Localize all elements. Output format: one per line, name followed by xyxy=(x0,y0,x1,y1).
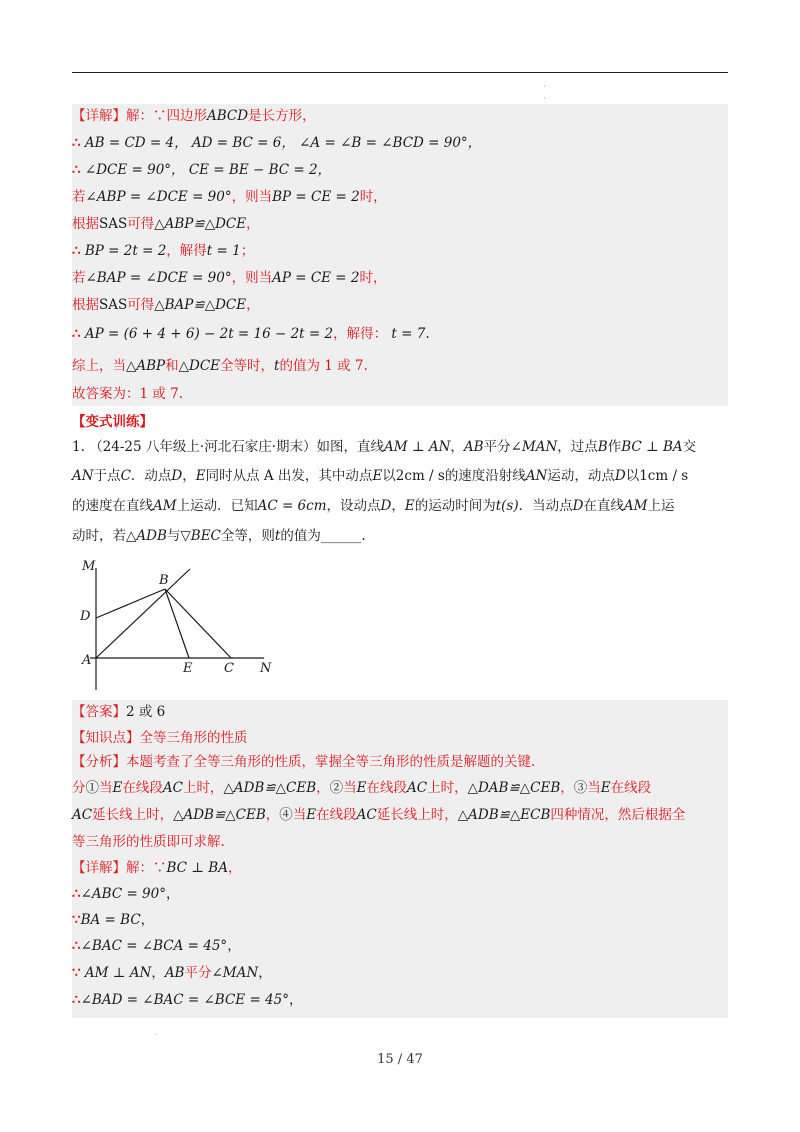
text: 在线段 xyxy=(610,780,652,796)
math: BP = CE = 2 xyxy=(272,189,360,205)
math: AC xyxy=(72,807,93,823)
solution-line-7 xyxy=(72,268,728,288)
answer-blank: ______ xyxy=(320,528,362,544)
circle-num: ② xyxy=(329,780,344,796)
text: 可得 xyxy=(127,297,155,313)
label-b: B xyxy=(159,573,169,588)
answer-tag: 【答案】 xyxy=(72,704,126,720)
text: ，解得： xyxy=(333,326,388,342)
knowledge-value: 全等三角形的性质 xyxy=(139,730,248,746)
detail-line-2 xyxy=(72,884,728,904)
math: △ADB≌△CEB xyxy=(173,807,266,823)
text: 根据 xyxy=(72,216,99,232)
text: 在线段 xyxy=(316,807,357,823)
math: △ADB xyxy=(126,528,167,544)
math: ABCD xyxy=(207,108,249,124)
header-dot-2: · xyxy=(543,94,546,103)
label-e: E xyxy=(183,661,193,676)
math: BC ⊥ BA xyxy=(621,439,683,455)
text: ．动点 xyxy=(130,468,172,484)
math: D xyxy=(614,468,626,484)
problem-line-1 xyxy=(72,437,728,457)
math: E xyxy=(404,498,415,514)
math: △ABP xyxy=(126,358,166,374)
label-c: C xyxy=(224,661,234,676)
text: 上时， xyxy=(182,780,224,796)
text: ，设动点 xyxy=(326,498,381,514)
solution-line-10 xyxy=(72,356,728,376)
circle-num: ④ xyxy=(279,807,293,823)
text: . xyxy=(361,528,366,544)
math: AP = CE = 2 xyxy=(272,270,360,286)
math: AM xyxy=(153,498,177,514)
text: 是长方形， xyxy=(248,108,316,124)
math: △DCE xyxy=(178,358,221,374)
sas-label: SAS xyxy=(99,216,128,232)
section-title-text: 【变式训练】 xyxy=(72,414,153,430)
therefore-symbol: ∴ xyxy=(72,326,81,342)
circle-num: ① xyxy=(85,780,99,796)
math: ∠BAC = ∠BCA = 45° xyxy=(80,938,228,954)
page-current: 15 xyxy=(377,1052,394,1067)
text: 的值为 xyxy=(280,528,321,544)
analysis-line xyxy=(72,752,728,772)
text: ， xyxy=(227,860,242,876)
text: ， xyxy=(182,468,196,484)
header-dot: · xyxy=(543,82,546,91)
detail-line-6 xyxy=(72,990,728,1010)
text: 延长线上时， xyxy=(376,807,458,823)
math: △ADB≌△CEB xyxy=(223,780,317,796)
math: E xyxy=(195,468,206,484)
math: AB xyxy=(164,965,185,981)
math: AM xyxy=(623,498,648,514)
text: ， xyxy=(289,992,303,1008)
math: ∠BAD = ∠BAC = ∠BCE = 45° xyxy=(80,992,289,1008)
segment-db xyxy=(96,589,165,618)
solution-line-1 xyxy=(72,106,728,126)
because-symbol: ∵ xyxy=(72,965,81,981)
math: 2cm / s xyxy=(395,468,445,484)
text: ，则当 xyxy=(231,189,273,205)
math: ∠MAN xyxy=(211,965,259,981)
knowledge-line xyxy=(72,728,728,748)
problem-line-2 xyxy=(72,466,728,486)
text: 运动，动点 xyxy=(547,468,615,484)
text: 综上，当 xyxy=(72,358,126,374)
math: AM ⊥ AN xyxy=(84,965,152,981)
section-title xyxy=(72,412,728,432)
text: 上运动．已知 xyxy=(176,498,258,514)
solution-line-8 xyxy=(72,295,728,315)
text: ．当动点 xyxy=(518,498,573,514)
math: AN xyxy=(525,468,548,484)
detail-tag: 【详解】解：∵四边形 xyxy=(72,108,207,124)
math: BA = BC xyxy=(80,912,141,928)
math: t xyxy=(274,358,280,374)
analysis-value: 本题考查了全等三角形的性质，掌握全等三角形的性质是解题的关键. xyxy=(126,754,536,770)
text: 当 xyxy=(343,780,357,796)
detail-line-5 xyxy=(72,963,728,983)
final-answer: 故答案为：1 或 7. xyxy=(72,386,184,402)
therefore-symbol: ∴ xyxy=(72,243,81,259)
math: C xyxy=(120,468,131,484)
text: 与 xyxy=(166,528,181,544)
text: 在线段 xyxy=(366,780,407,796)
answer-value: 2 或 6 xyxy=(126,704,166,720)
analysis-line-2 xyxy=(72,778,728,798)
text: ， xyxy=(246,297,260,313)
therefore-symbol: ∴ xyxy=(72,886,81,902)
solution-line-3 xyxy=(72,160,728,180)
sas-label: SAS xyxy=(99,297,128,313)
text: 若 xyxy=(72,270,86,286)
math: B xyxy=(597,439,608,455)
text: 交 xyxy=(682,439,697,455)
math: E xyxy=(372,468,383,484)
answer-line xyxy=(72,702,728,722)
therefore-symbol: ∴ xyxy=(72,135,81,151)
math: t = 7 xyxy=(391,326,426,342)
math: E xyxy=(306,807,317,823)
math: AB = CD = 4， AD = BC = 6， ∠A = ∠B = ∠BCD = 90°， xyxy=(84,135,482,151)
text: 等三角形的性质即可求解. xyxy=(72,834,225,850)
math: t = 1 xyxy=(206,243,241,259)
math: BC ⊥ BA xyxy=(166,860,228,876)
math: E xyxy=(356,780,367,796)
detail-tag: 【详解】解：∵ xyxy=(72,860,167,876)
footer-dot: · xyxy=(155,1030,158,1039)
math: D xyxy=(380,498,392,514)
problem-source: （24-25 八年级上·河北石家庄·期末）如图，直线 xyxy=(89,439,384,455)
math: △ABP≌△DCE xyxy=(154,216,247,232)
label-d: D xyxy=(80,609,91,624)
circle-num: ③ xyxy=(573,780,588,796)
text: 平分 xyxy=(184,965,212,981)
text: ，则当 xyxy=(231,270,273,286)
math: E xyxy=(112,780,123,796)
math: t xyxy=(274,528,281,544)
because-symbol: ∵ xyxy=(72,912,81,928)
text: 分 xyxy=(72,780,86,796)
solution-line-4 xyxy=(72,187,728,207)
text: 若 xyxy=(72,189,86,205)
text: ， xyxy=(391,498,405,514)
text: ，解得 xyxy=(166,243,207,259)
analysis-line-4 xyxy=(72,832,728,852)
math: AB xyxy=(463,439,484,455)
text: 在直线 xyxy=(583,498,624,514)
solution-line-11 xyxy=(72,384,728,404)
text: 于点 xyxy=(93,468,121,484)
math: △ADB≌△ECB xyxy=(457,807,551,823)
math: ∠MAN xyxy=(510,439,558,455)
analysis-tag: 【分析】 xyxy=(72,754,126,770)
label-a: A xyxy=(82,653,92,668)
math: 1cm / s xyxy=(639,468,689,484)
detail-line-1 xyxy=(72,858,728,878)
text: ， xyxy=(258,965,272,981)
math: △DAB≌△CEB xyxy=(467,780,561,796)
solution-line-9 xyxy=(72,324,728,344)
detail-line-4 xyxy=(72,936,728,956)
text: ， xyxy=(246,216,260,232)
text: 当 xyxy=(99,780,113,796)
math: ∠DCE = 90°， CE = BE − BC = 2， xyxy=(84,162,332,178)
math: D xyxy=(171,468,183,484)
math: ∠ABC = 90° xyxy=(80,886,166,902)
header-rule xyxy=(72,72,728,73)
therefore-symbol: ∴ xyxy=(72,938,81,954)
text: 平分 xyxy=(483,439,511,455)
text: 的运动时间为 xyxy=(414,498,496,514)
text: 根据 xyxy=(72,297,99,313)
text: 时， xyxy=(359,270,387,286)
text: ， xyxy=(316,780,330,796)
text: 作 xyxy=(607,439,622,455)
text: 全等，则 xyxy=(220,528,275,544)
solution-line-6 xyxy=(72,241,728,261)
page-separator: / xyxy=(397,1052,403,1067)
therefore-symbol: ∴ xyxy=(72,992,81,1008)
math: AN xyxy=(72,468,94,484)
text: 的速度在直线 xyxy=(72,498,153,514)
math: △BAP≌△DCE xyxy=(154,297,247,313)
text: . xyxy=(425,326,430,342)
solution-line-2 xyxy=(72,133,728,153)
math: AC xyxy=(162,780,183,796)
problem-number: 1. xyxy=(72,439,85,455)
text: 延长线上时， xyxy=(92,807,174,823)
text: ， xyxy=(140,912,155,928)
therefore-symbol: ∴ xyxy=(72,162,81,178)
geometry-figure xyxy=(72,552,282,697)
text: 同时从点 A 出发，其中动点 xyxy=(205,468,373,484)
text: ，过点 xyxy=(557,439,598,455)
label-m: M xyxy=(82,559,96,574)
math: AP = (6 + 4 + 6) − 2t = 16 − 2t = 2 xyxy=(84,326,334,342)
math: E xyxy=(600,780,611,796)
text: ， xyxy=(560,780,574,796)
math: ∠ABP = ∠DCE = 90° xyxy=(85,189,232,205)
math: BP = 2t = 2 xyxy=(84,243,167,259)
text: 上运 xyxy=(647,498,675,514)
detail-line-3 xyxy=(72,910,728,930)
text: 时， xyxy=(359,189,387,205)
math: t(s) xyxy=(495,498,519,514)
page-number xyxy=(0,1052,800,1067)
math: AC xyxy=(356,807,377,823)
page-total: 47 xyxy=(406,1052,423,1067)
math: ▽BEC xyxy=(180,528,221,544)
analysis-line-3 xyxy=(72,805,728,825)
text: 全等时， xyxy=(220,358,275,374)
math: D xyxy=(572,498,584,514)
text: 可得 xyxy=(127,216,155,232)
math: AC xyxy=(407,780,428,796)
text: 动时，若 xyxy=(72,528,126,544)
text: ； xyxy=(240,243,255,259)
math: AC = 6cm xyxy=(257,498,327,514)
math: AM ⊥ AN xyxy=(383,439,451,455)
text: 当 xyxy=(292,807,307,823)
text: ， xyxy=(165,886,180,902)
text: 当 xyxy=(587,780,601,796)
label-n: N xyxy=(260,661,272,676)
text: 的值为 1 或 7. xyxy=(279,358,368,374)
text: ， xyxy=(450,439,464,455)
text: 在线段 xyxy=(122,780,163,796)
math: ∠BAP = ∠DCE = 90° xyxy=(85,270,232,286)
text: 以 xyxy=(382,468,396,484)
text: ， xyxy=(265,807,280,823)
text: 上时， xyxy=(427,780,468,796)
text: ， xyxy=(227,938,241,954)
knowledge-tag: 【知识点】 xyxy=(72,730,140,746)
ray-ab xyxy=(96,569,190,658)
text: 和 xyxy=(165,358,179,374)
text: 四种情况，然后根据全 xyxy=(550,807,686,823)
problem-line-4 xyxy=(72,526,728,546)
text: 以 xyxy=(625,468,640,484)
segment-bc xyxy=(165,589,231,658)
segment-be xyxy=(165,589,189,658)
problem-line-3 xyxy=(72,496,728,516)
text: ， xyxy=(151,965,165,981)
text: 的速度沿射线 xyxy=(444,468,526,484)
solution-line-5 xyxy=(72,214,728,234)
